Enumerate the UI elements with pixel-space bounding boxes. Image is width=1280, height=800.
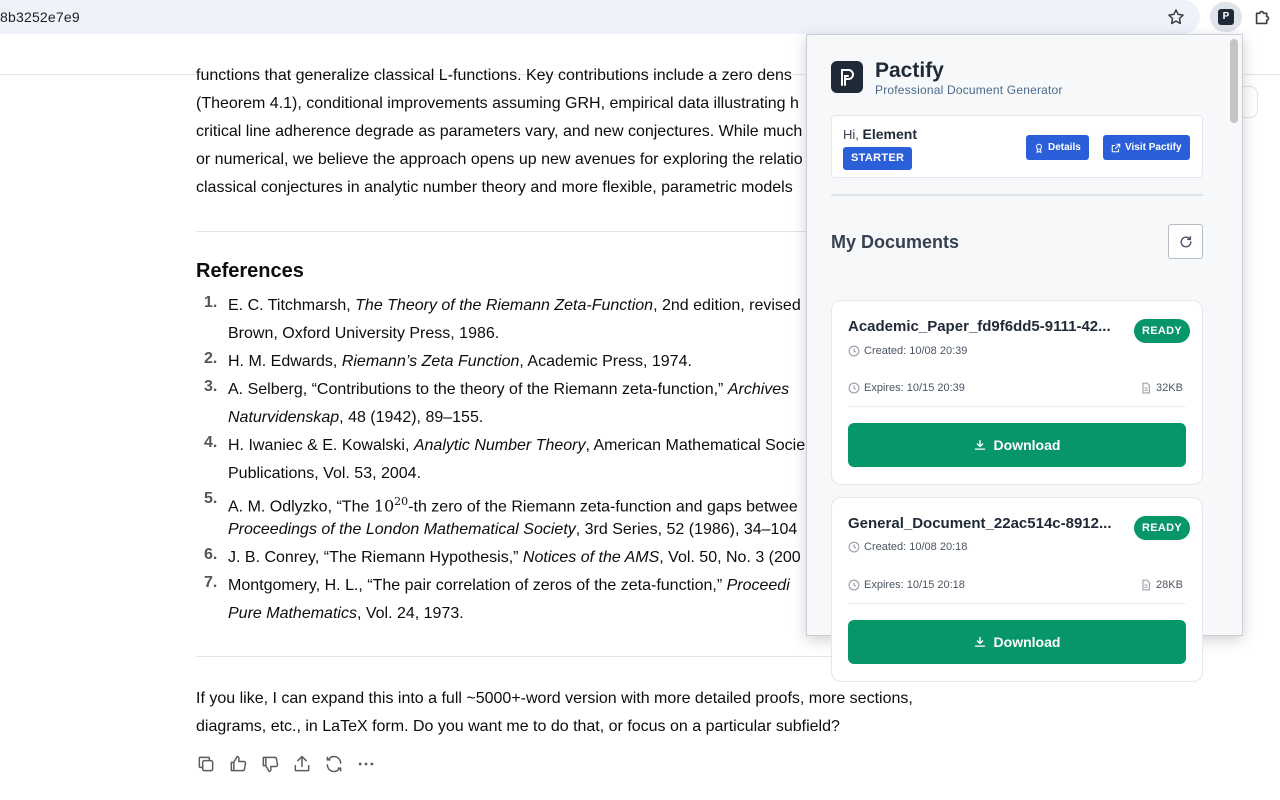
popup-scrollbar[interactable] xyxy=(1230,39,1238,123)
math-base: 10 xyxy=(373,496,395,516)
expires-meta xyxy=(848,579,965,591)
document-name: Academic_Paper_fd9f6dd5-9111-42... xyxy=(848,318,1111,335)
document-name: General_Document_22ac514c-8912... xyxy=(848,515,1112,532)
refresh-icon xyxy=(1179,235,1193,249)
download-button[interactable] xyxy=(848,620,1186,664)
thumbs-down-icon[interactable] xyxy=(260,754,280,774)
created-text: Created: 10/08 20:18 xyxy=(864,541,968,553)
reference-title: The Theory of the Riemann Zeta-Function xyxy=(355,297,654,314)
reference-number: 5. xyxy=(204,490,218,507)
reference-title: Analytic Number Theory xyxy=(413,437,586,454)
card-divider xyxy=(848,603,1186,604)
expires-text: Expires: 10/15 20:39 xyxy=(864,382,965,394)
greeting-text: Hi, xyxy=(843,127,859,142)
reference-number: 7. xyxy=(204,574,218,591)
expires-meta xyxy=(848,382,965,394)
created-text: Created: 10/08 20:39 xyxy=(864,345,968,357)
download-label: Download xyxy=(993,634,1061,650)
badge-icon xyxy=(1034,143,1044,153)
document-card xyxy=(831,497,1203,682)
reference-title: Proceedi xyxy=(726,577,790,594)
paragraph-line: (Theorem 4.1), conditional improvements assuming GRH, empirical data illustrating h xyxy=(196,95,799,112)
bookmark-star-icon[interactable] xyxy=(1166,7,1186,27)
brand-name: Pactify xyxy=(875,59,944,82)
reference-title: Notices of the AMS xyxy=(522,549,660,566)
reference-number: 3. xyxy=(204,378,218,395)
reference-text: H. Iwaniec & E. Kowalski, xyxy=(228,437,414,454)
reference-text: , 48 (1942), 89–155. xyxy=(339,409,484,426)
details-label: Details xyxy=(1048,142,1081,153)
reference-line xyxy=(228,432,805,460)
my-documents-title: My Documents xyxy=(831,232,960,252)
reference-text: , Vol. 50, No. 3 (200 xyxy=(659,549,801,566)
more-icon[interactable] xyxy=(356,754,376,774)
download-label: Download xyxy=(993,437,1061,453)
reference-line xyxy=(228,376,789,404)
size-text: 28KB xyxy=(1156,579,1183,591)
share-icon[interactable] xyxy=(292,754,312,774)
extensions-puzzle-icon[interactable] xyxy=(1252,6,1274,28)
paragraph-line: diagrams, etc., in LaTeX form. Do you want me to do that, or focus on a particular subfield? xyxy=(196,718,840,735)
status-badge: READY xyxy=(1134,516,1190,540)
download-button[interactable] xyxy=(848,423,1186,467)
created-meta xyxy=(848,541,967,553)
greeting xyxy=(843,126,917,142)
reference-text: , Vol. 24, 1973. xyxy=(356,605,464,622)
reference-line xyxy=(228,600,464,628)
user-name: Element xyxy=(862,126,917,142)
file-icon xyxy=(1140,382,1152,394)
clock-icon xyxy=(848,579,860,591)
reference-line xyxy=(228,320,499,348)
paragraph-line: classical conjectures in analytic number theory and more flexible, parametric models xyxy=(196,179,793,196)
reference-line xyxy=(228,544,801,572)
brand-tagline: Professional Document Generator xyxy=(875,83,1063,97)
reference-text: , American Mathematical Socie xyxy=(585,437,806,454)
pactify-extension-button[interactable] xyxy=(1210,2,1242,32)
paragraph-line: or numerical, we believe the approach opens up new avenues for exploring the relatio xyxy=(196,151,803,168)
reference-title: Pure Mathematics xyxy=(228,605,357,622)
clock-icon xyxy=(848,541,860,553)
pactify-logo-icon xyxy=(831,61,863,93)
external-link-icon xyxy=(1111,143,1121,153)
paragraph-line: If you like, I can expand this into a full ~5000+-word version with more detailed proofs, more sections, xyxy=(196,690,913,707)
created-meta xyxy=(848,345,967,357)
reference-number: 6. xyxy=(204,546,218,563)
reference-text: , 3rd Series, 52 (1986), 34–104 xyxy=(575,521,798,538)
reference-title: Riemann’s Zeta Function xyxy=(341,353,520,370)
paragraph-line: critical line adherence degrade as parameters vary, and new conjectures. While much xyxy=(196,123,803,140)
clock-icon xyxy=(848,345,860,357)
reference-line xyxy=(228,516,797,544)
reference-text: A. Selberg, “Contributions to the theory of the Riemann zeta-function,” xyxy=(228,381,728,398)
reference-line xyxy=(228,572,790,600)
reference-text: , 2nd edition, revised xyxy=(653,297,801,314)
plan-badge: STARTER xyxy=(843,147,912,170)
pactify-extension-icon: P xyxy=(1218,9,1234,25)
document-card xyxy=(831,300,1203,485)
download-icon xyxy=(974,439,986,451)
reference-text: Brown, Oxford University Press, 1986. xyxy=(228,325,500,342)
reference-title: Proceedings of the London Mathematical Society xyxy=(228,521,576,538)
reference-text: E. C. Titchmarsh, xyxy=(228,297,356,314)
math-exponent: 20 xyxy=(394,495,409,508)
reference-text: , Academic Press, 1974. xyxy=(519,353,692,370)
reference-line xyxy=(228,292,801,320)
reference-number: 1. xyxy=(204,294,218,311)
reference-title: Archives xyxy=(727,381,790,398)
card-divider xyxy=(848,406,1186,407)
paragraph-line: functions that generalize classical L-functions. Key contributions include a zero dens xyxy=(196,67,792,84)
reference-text: -th zero of the Riemann zeta-function and gaps betwee xyxy=(408,498,798,516)
url-text[interactable]: 8b3252e7e9 xyxy=(0,9,80,25)
details-button[interactable] xyxy=(1026,135,1089,160)
reference-text: Montgomery, H. L., “The pair correlation of zeros of the zeta-function,” xyxy=(228,577,727,594)
regenerate-icon[interactable] xyxy=(324,754,344,774)
clock-icon xyxy=(848,382,860,394)
size-meta xyxy=(1140,382,1183,394)
visit-label: Visit Pactify xyxy=(1125,142,1182,153)
expires-text: Expires: 10/15 20:18 xyxy=(864,579,965,591)
download-icon xyxy=(974,636,986,648)
thumbs-up-icon[interactable] xyxy=(228,754,248,774)
refresh-button[interactable] xyxy=(1168,224,1203,259)
reference-line xyxy=(228,404,483,432)
pactify-popup xyxy=(806,34,1243,650)
size-text: 32KB xyxy=(1156,382,1183,394)
popup-divider xyxy=(831,194,1203,196)
file-icon xyxy=(1140,579,1152,591)
references-heading: References xyxy=(196,260,304,282)
address-bar[interactable] xyxy=(0,0,1200,34)
reference-text: A. M. Odlyzko, “The xyxy=(228,498,374,516)
reference-line xyxy=(228,460,421,488)
reference-title: Naturvidenskap xyxy=(228,409,340,426)
reference-text: Publications, Vol. 53, 2004. xyxy=(228,465,422,482)
size-meta xyxy=(1140,579,1183,591)
reference-text: J. B. Conrey, “The Riemann Hypothesis,” xyxy=(228,549,523,566)
visit-pactify-button[interactable] xyxy=(1103,135,1190,160)
reference-line xyxy=(228,348,692,376)
reference-number: 4. xyxy=(204,434,218,451)
copy-icon[interactable] xyxy=(196,754,216,774)
user-card xyxy=(831,115,1203,178)
reference-number: 2. xyxy=(204,350,218,367)
reference-text: H. M. Edwards, xyxy=(228,353,342,370)
status-badge: READY xyxy=(1134,319,1190,343)
